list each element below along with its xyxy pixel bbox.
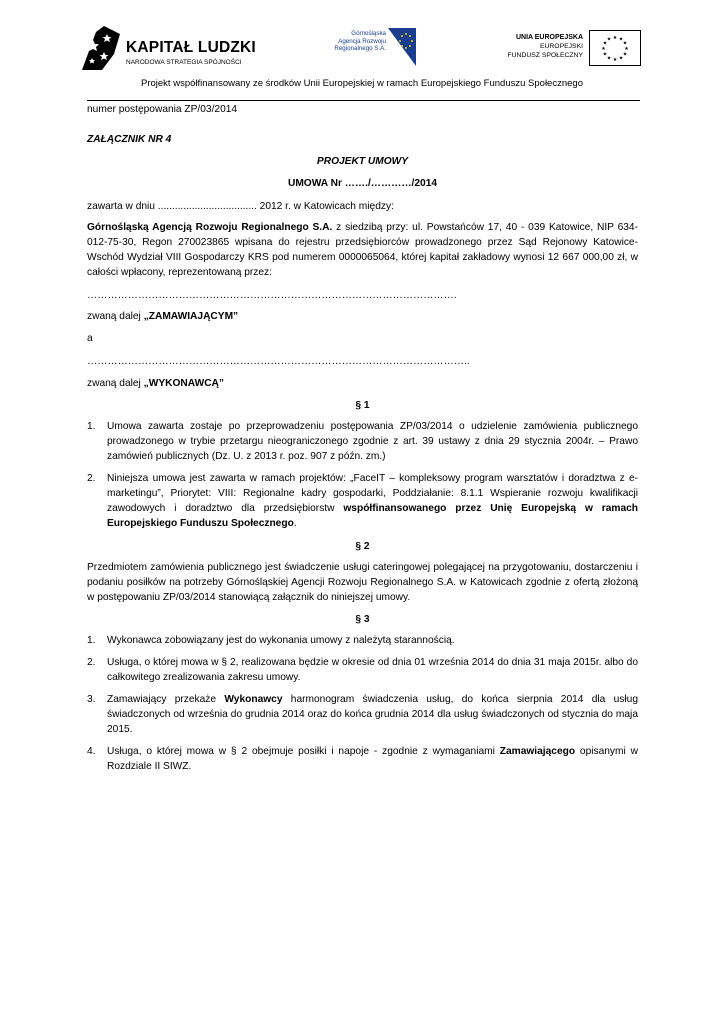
kapital-ludzki-logo: [80, 24, 255, 74]
section-1-heading: § 1: [355, 400, 370, 411]
section-2-text: Przedmiotem zamówienia publicznego jest świadczenie usługi cateringowej polegającej na przygotowaniu, dostarczeniu i podaniu posiłków na potrzeby Górnośląskiej Agencji Rozwoju Regionalnego S.A. w Katowicach zgodnie z ofertą złożoną w postępowaniu ZP/03/2014 stanowiącą załącznik do niniejszej umowy.: [87, 562, 638, 603]
called-prefix: zwaną dalej: [87, 311, 144, 322]
cofinancing-note: Projekt współfinansowany ze środków Unii Europejskiej w ramach Europejskiego Funduszu Społecznego: [141, 78, 583, 89]
and-word: a: [87, 333, 93, 344]
contractor-role: „WYKONAWCĄ”: [143, 378, 225, 389]
item-number: 2.: [87, 473, 96, 484]
kapital-ludzki-subtitle: NARODOWA STRATEGIA SPÓJNOŚCI: [126, 59, 242, 66]
contract-number: UMOWA Nr ……./…………/2014: [287, 178, 438, 189]
representative-dots: ……………………………………………………………………………………………….: [87, 290, 457, 301]
svg-text:★: ★: [612, 35, 618, 41]
svg-text:★: ★: [601, 46, 606, 52]
item-text-part: Zamawiający przekaże: [107, 694, 225, 705]
annex-title: ZAŁĄCZNIK NR 4: [87, 134, 172, 145]
item-text-part: Usługa, o której mowa w § 2 obejmuje posiłki i napoje - zgodnie z wymaganiami: [107, 746, 500, 757]
called-contracting-authority: [87, 309, 638, 324]
svg-text:★: ★: [602, 40, 608, 47]
item-text: [107, 692, 638, 737]
svg-text:★: ★: [606, 55, 612, 62]
case-number: numer postępowania ZP/03/2014: [87, 104, 238, 115]
kapital-ludzki-title: KAPITAŁ LUDZKI: [126, 39, 256, 56]
item-text-bold: Zamawiającego: [499, 746, 576, 757]
item-text: [107, 744, 638, 774]
item-text: [107, 471, 638, 531]
item-number: 4.: [87, 746, 96, 757]
item-number: 3.: [87, 694, 96, 705]
svg-text:★: ★: [602, 51, 608, 58]
item-text-part: harmonogram świadczenia usług, do końca sierpnia 2014 dla usług świadczonych od września do grudnia 2014 oraz do końca grudnia 2014 dla usług świadczonych od stycznia do maja 2015.: [107, 694, 638, 735]
section-2-heading: § 2: [355, 541, 370, 552]
item-text-part: opisanymi w Rozdziale II SIWZ.: [107, 746, 638, 772]
svg-text:★: ★: [612, 57, 618, 63]
svg-text:★: ★: [618, 36, 624, 43]
concluded-line: zawarta w dniu ................................... 2012 r. w Katowicach między:: [87, 201, 394, 212]
item-number: 1.: [87, 421, 96, 432]
garr-logo-text: [330, 30, 386, 53]
item-text: Usługa, o której mowa w § 2, realizowana będzie w okresie od dnia 01 września 2014 do dnia 31 maja 2015r. albo do całkowitego zrealizowania zakresu umowy.: [107, 657, 638, 683]
eu-logo: [505, 30, 641, 66]
garr-line: Górnośląska: [351, 30, 386, 37]
item-text-bold: Wykonawcy: [224, 694, 283, 705]
svg-text:★: ★: [624, 46, 629, 52]
item-text-part: .: [293, 518, 297, 529]
garr-line: Regionalnego S.A.: [334, 45, 386, 53]
item-number: 2.: [87, 657, 96, 668]
called-prefix: zwaną dalej: [87, 378, 144, 389]
item-text: Wykonawca zobowiązany jest do wykonania umowy z należytą starannością.: [107, 635, 455, 646]
svg-text:★: ★: [618, 55, 624, 62]
eu-line-fund: EUROPEJSKI: [539, 43, 583, 50]
svg-text:★: ★: [606, 36, 612, 43]
eu-flag-icon: [589, 30, 641, 66]
item-text-bold: współfinansowanego przez Unię Europejską w ramach Europejskiego Funduszu Społecznego: [107, 503, 638, 529]
eu-logo-text: [507, 33, 583, 60]
contractor-dots: …………………………………………………………………………………………………..: [87, 356, 470, 367]
item-text: Umowa zawarta zostaje po przeprowadzeniu postępowania ZP/03/2014 o udzielenie zamówienia publicznego prowadzonego w trybie przetargu nieograniczonego zgodnie z art. 39 ustawy z dnia 29 stycznia 2004r. – Prawo zamówień publicznych (Dz. U. z 2013 r. poz. 907 z późn. zm.): [107, 421, 638, 462]
called-contractor: [87, 376, 638, 391]
party-one-name: Górnośląską Agencją Rozwoju Regionalnego S.A.: [87, 222, 333, 233]
garr-logo: [330, 28, 415, 68]
garr-line: Agencja Rozwoju: [338, 37, 386, 45]
eu-line-union: UNIA EUROPEJSKA: [515, 34, 583, 41]
contracting-authority-role: „ZAMAWIAJĄCYM”: [143, 311, 239, 322]
svg-text:★: ★: [622, 40, 628, 47]
garr-flag-icon: [386, 28, 416, 66]
party-one-paragraph: [87, 220, 638, 280]
svg-text:★: ★: [622, 51, 628, 58]
section-3-heading: § 3: [355, 614, 370, 625]
item-text-part: Niniejsza umowa jest zawarta w ramach projektów: „FaceIT – kompleksowy program warsztatów i doradztwa z e-marketingu”, Priorytet: VIII: Regionalne kadry gospodarki, Poddziałanie: 8.1.1 Wspieranie rozwoju kwalifikacji zawodowych i doradztwo dla przedsiębiorstw: [107, 473, 638, 514]
kapital-ludzki-emblem-icon: [80, 24, 122, 72]
draft-title: PROJEKT UMOWY: [316, 156, 409, 167]
item-number: 1.: [87, 635, 96, 646]
party-one-details: z siedzibą przy: ul. Powstańców 17, 40 - 039 Katowice, NIP 634-012-75-30, Regon 270023865 wpisana do rejestru przedsiębiorców prowadzonego przez Sąd Rejonowy Katowice-Wschód Wydział VIII Gospodarczy KRS pod numerem 0000065064, której kapitał zakładowy wynosi 12 667 000,00 zł, w całości wpłacony, reprezentowaną przez:: [87, 222, 638, 278]
header-divider: [87, 100, 640, 101]
eu-line-social: FUNDUSZ SPOŁECZNY: [507, 52, 583, 59]
